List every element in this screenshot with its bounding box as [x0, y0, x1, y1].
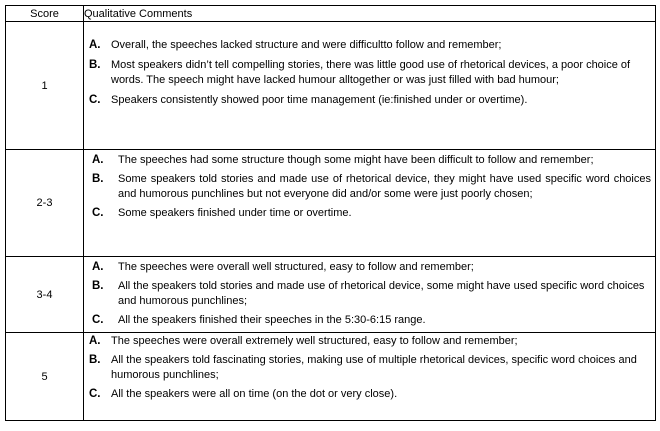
score-cell: 1	[6, 22, 84, 150]
comment-item	[84, 279, 651, 310]
item-letter: A.	[92, 261, 104, 273]
item-letter: C.	[92, 313, 104, 326]
item-text: Speakers consistently showed poor time management (ie:finished under or overtime).	[111, 93, 528, 106]
comment-item	[84, 58, 651, 89]
item-text: All the speakers told stories and made use of rhetorical device, some might have used specific word choices and humorous punchlines;	[118, 279, 645, 307]
comment-item	[84, 172, 651, 203]
rubric-row-score-5	[6, 333, 656, 421]
item-text: All the speakers told fascinating stories, making use of multiple rhetorical devices, specific word choices and humorous punchlines;	[111, 353, 637, 381]
item-letter: A.	[92, 154, 104, 166]
item-text: Some speakers finished under time or overtime.	[118, 206, 352, 219]
item-letter: A.	[89, 39, 101, 51]
score-cell: 3-4	[6, 257, 84, 333]
comments-cell	[84, 257, 656, 333]
comment-item	[84, 38, 651, 54]
rubric-row-score-1	[6, 22, 656, 150]
item-text: All the speakers were all on time (on the dot or very close).	[111, 387, 398, 400]
item-text: Some speakers told stories and made use of rhetorical device, they might have used specific word choices and humorous punchlines but not everyone did and/or some were just poorly chosen;	[118, 172, 651, 200]
comment-item	[84, 206, 651, 222]
comment-item	[84, 334, 651, 350]
comments-header: Qualitative Comments	[84, 6, 656, 22]
comments-cell	[84, 150, 656, 257]
item-text: All the speakers finished their speeches in the 5:30-6:15 range.	[118, 313, 426, 326]
item-text: The speeches were overall extremely well structured, easy to follow and remember;	[111, 335, 518, 347]
item-letter: B.	[92, 172, 104, 185]
score-cell: 5	[6, 333, 84, 421]
item-letter: A.	[89, 335, 101, 347]
item-text: The speeches were overall well structured, easy to follow and remember;	[118, 261, 474, 273]
score-header: Score	[6, 6, 84, 22]
item-text: The speeches had some structure though some might have been difficult to follow and remember;	[118, 154, 594, 166]
item-text: Overall, the speeches lacked structure and were difficultto follow and remember;	[111, 39, 502, 51]
item-letter: B.	[92, 279, 104, 292]
comment-item	[84, 353, 651, 384]
rubric-row-score-3-4	[6, 257, 656, 333]
comment-item	[84, 260, 651, 276]
item-letter: C.	[89, 387, 101, 400]
comment-item	[84, 387, 651, 403]
score-cell: 2-3	[6, 150, 84, 257]
comment-item	[84, 93, 651, 109]
header-row	[6, 6, 656, 22]
item-letter: B.	[89, 58, 101, 71]
comment-item	[84, 153, 651, 169]
rubric-table	[5, 5, 656, 421]
comments-cell	[84, 333, 656, 421]
item-letter: C.	[92, 206, 104, 219]
item-letter: C.	[89, 93, 101, 106]
rubric-row-score-2-3	[6, 150, 656, 257]
comments-cell	[84, 22, 656, 150]
comment-item	[84, 313, 651, 329]
item-text: Most speakers didn’t tell compelling stories, there was little good use of rhetorical devices, a poor choice of words. The speech might have lacked humour alltogether or was just filled with bad humour;	[111, 58, 631, 86]
item-letter: B.	[89, 353, 101, 366]
